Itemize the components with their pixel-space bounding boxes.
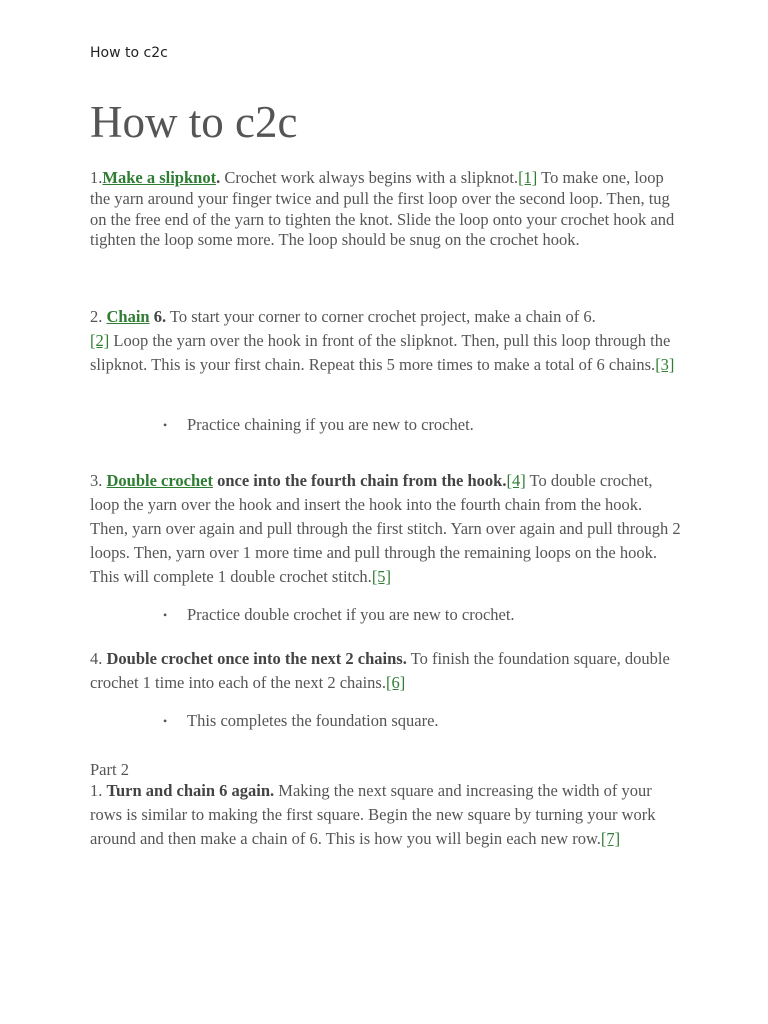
step-1-number: 1. — [90, 168, 103, 187]
step-2-bullet: • Practice chaining if you are new to crochet. — [187, 413, 474, 437]
step-1-paragraph — [90, 168, 682, 251]
step-4-bold-heading: Double crochet once into the next 2 chains. — [106, 649, 407, 668]
step-4-number: 4. — [90, 649, 107, 668]
running-header: How to c2c — [90, 45, 168, 61]
step-3-paragraph — [90, 469, 682, 589]
step-2-bold-suffix: 6. — [149, 307, 167, 326]
part-2-heading: Part 2 — [90, 760, 129, 779]
part-2-step-1-text: Making the next square and increasing the width of your rows is similar to making the first square. Begin the new square by turning your work around and then make a chain of 6. This is how you will begin each new row. — [90, 781, 656, 848]
reference-link-5[interactable]: [5] — [371, 567, 392, 586]
step-3-number: 3. — [90, 471, 107, 490]
step-2-text-continued: Loop the yarn over the hook in front of the slipknot. Then, pull this loop through the slipknot. This is your first chain. Repeat this 5 more times to make a total of 6 chains. — [90, 331, 671, 374]
step-4-bullet: • This completes the foundation square. — [187, 709, 439, 733]
part-2-section — [90, 758, 682, 851]
reference-link-2[interactable]: [2] — [90, 331, 110, 350]
step-2-number: 2. — [90, 307, 107, 326]
step-3-text: To double crochet, loop the yarn over the hook and insert the hook into the fourth chain from the hook. Then, yarn over again and pull through the first stitch. Yarn over again and pull through 2 loops. Then, yarn over 1 more time and pull through the remaining loops on the hook. This will complete 1 double crochet stitch. — [90, 471, 681, 586]
part-2-step-1-bold-heading: Turn and chain 6 again. — [106, 781, 275, 800]
part-2-step-1-paragraph — [90, 779, 682, 851]
step-3-bullet: • Practice double crochet if you are new to crochet. — [187, 603, 515, 627]
make-slipknot-link[interactable]: Make a slipknot — [102, 168, 217, 187]
reference-link-4[interactable]: [4] — [506, 471, 526, 490]
step-1-text: Crochet work always begins with a slipknot. — [220, 168, 519, 187]
reference-link-1[interactable]: [1] — [518, 168, 538, 187]
step-2-text: To start your corner to corner crochet project, make a chain of 6. — [166, 307, 596, 326]
step-2-paragraph — [90, 305, 682, 377]
step-3-bold-suffix: once into the fourth chain from the hook. — [212, 471, 507, 490]
chain-link[interactable]: Chain — [106, 307, 150, 326]
reference-link-3[interactable]: [3] — [655, 355, 675, 374]
step-4-text: To finish the foundation square, double crochet 1 time into each of the next 2 chains. — [90, 649, 670, 692]
page-title: How to c2c — [90, 97, 298, 147]
double-crochet-link[interactable]: Double crochet — [106, 471, 213, 490]
step-1-text-continued: To make one, loop the yarn around your finger twice and pull the first loop over the second loop. Then, tug on the free end of the yarn to tighten the knot. Slide the loop onto your crochet hook and tighten the loop some more. The loop should be snug on the crochet hook. — [90, 168, 675, 250]
step-4-paragraph — [90, 647, 682, 695]
reference-link-6[interactable]: [6] — [385, 673, 406, 692]
reference-link-7[interactable]: [7] — [600, 829, 621, 848]
step-1-bold-suffix: . — [216, 168, 221, 187]
part-2-step-1-number: 1. — [90, 781, 107, 800]
